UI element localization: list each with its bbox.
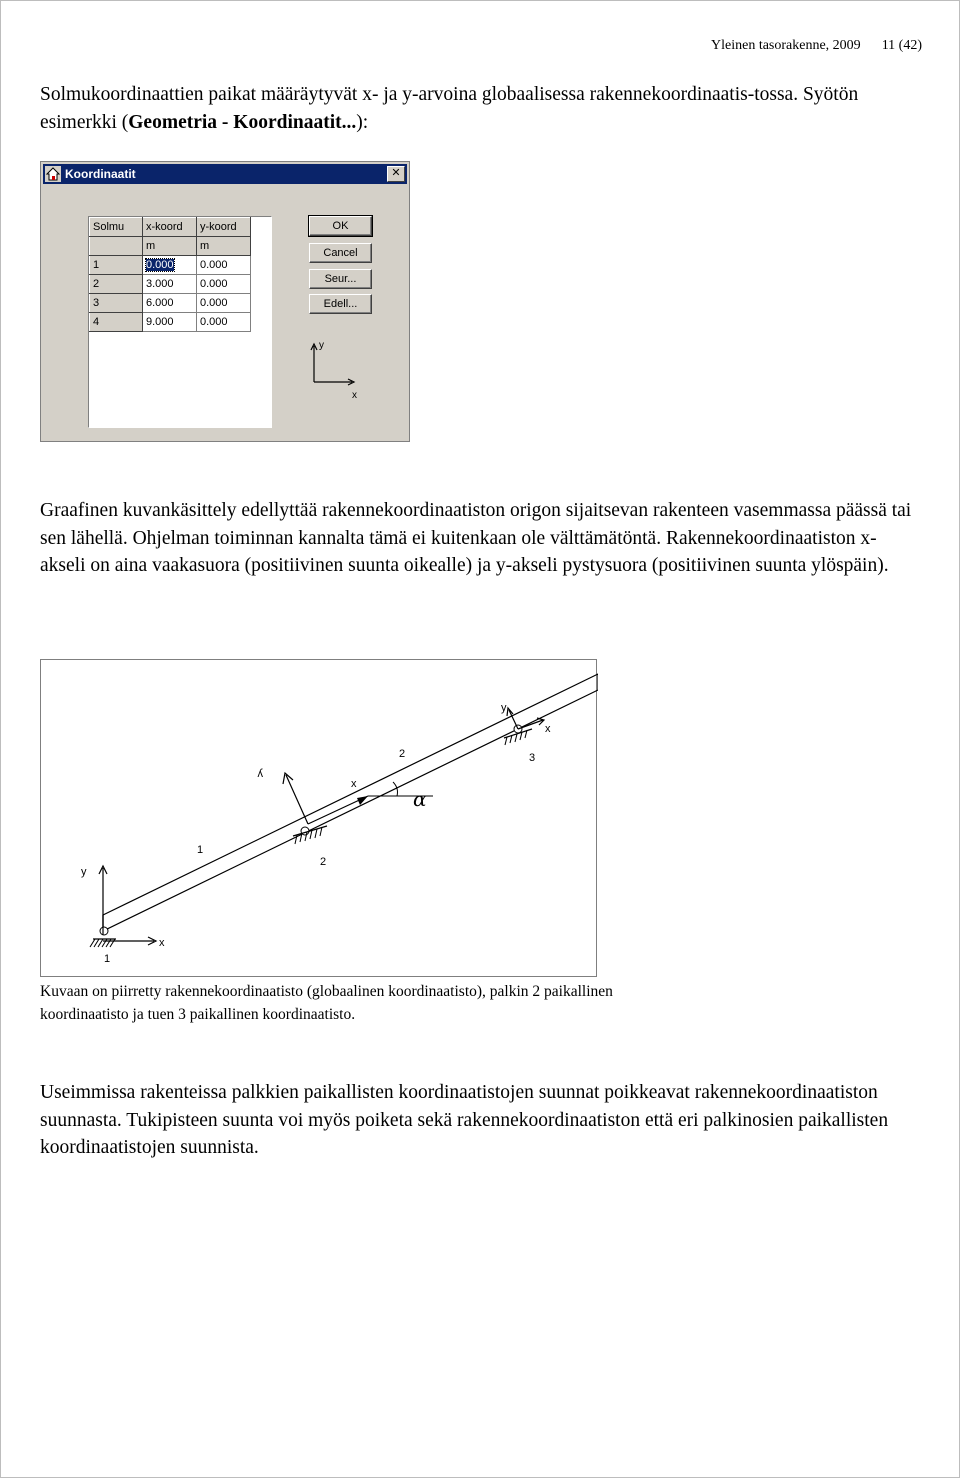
doc-title: Yleinen tasorakenne, 2009 bbox=[711, 38, 861, 53]
y-cell[interactable]: 0.000 bbox=[197, 294, 251, 313]
col-header-y[interactable]: y-koord bbox=[197, 218, 251, 237]
cancel-button[interactable]: Cancel bbox=[309, 243, 372, 263]
node-1-label: 1 bbox=[104, 953, 111, 965]
intro-text: Solmukoordinaattien paikat määräytyvät x- ja y-arvoina globaalisessa rakennekoordinaatis-tossa. Syötön esimerkki ( bbox=[40, 84, 859, 133]
house-icon bbox=[45, 166, 61, 182]
next-button[interactable]: Seur... bbox=[309, 269, 372, 289]
support-local-y-label: y bbox=[501, 702, 507, 714]
y-cell[interactable]: 0.000 bbox=[197, 313, 251, 332]
node-number: 2 bbox=[90, 275, 143, 294]
x-cell[interactable]: 3.000 bbox=[143, 275, 197, 294]
coordinate-grid bbox=[88, 216, 272, 428]
coordinates-dialog bbox=[40, 161, 410, 442]
y-cell[interactable]: 0.000 bbox=[197, 275, 251, 294]
member-1-label: 1 bbox=[197, 844, 204, 856]
global-y-label: y bbox=[81, 866, 87, 878]
menu-path: Geometria - Koordinaatit... bbox=[128, 111, 357, 133]
grid-header-row bbox=[90, 218, 251, 237]
dialog-title: Koordinaatit bbox=[65, 167, 136, 181]
page-header bbox=[711, 38, 922, 54]
support-3-label: 3 bbox=[529, 752, 536, 764]
node-number: 3 bbox=[90, 294, 143, 313]
dialog-titlebar bbox=[43, 164, 407, 184]
member-local-axes bbox=[257, 768, 368, 824]
beam-outline bbox=[103, 674, 598, 931]
page-number: 11 (42) bbox=[881, 38, 922, 53]
support-2 bbox=[293, 826, 327, 844]
table-row bbox=[90, 294, 251, 313]
member-local-x-label: x bbox=[351, 778, 357, 790]
member-local-y-label: y bbox=[257, 768, 263, 780]
grid-units-row bbox=[90, 237, 251, 256]
y-cell[interactable]: 0.000 bbox=[197, 256, 251, 275]
col-header-x[interactable]: x-koord bbox=[143, 218, 197, 237]
node-number: 1 bbox=[90, 256, 143, 275]
global-x-label: x bbox=[159, 937, 165, 949]
x-cell[interactable]: 0.000 bbox=[143, 256, 197, 275]
axis-indicator bbox=[303, 334, 373, 404]
beam-diagram bbox=[41, 660, 598, 978]
previous-button[interactable]: Edell... bbox=[309, 294, 372, 314]
table-row bbox=[90, 275, 251, 294]
alpha-label: α bbox=[413, 787, 427, 811]
support-2-label: 2 bbox=[320, 856, 327, 868]
ok-button[interactable]: OK bbox=[309, 216, 372, 236]
body-paragraph-2: Useimmissa rakenteissa palkkien paikallisten koordinaatistojen suunnat poikkeavat rakennekoordinaatiston suunnasta. Tukipisteen suunta voi myös poiketa sekä rakennekoordinaatiston että eri palkinosien paikallisten koordinaatistojen suunnista. bbox=[40, 1082, 889, 1158]
intro-paragraph bbox=[40, 81, 910, 136]
figure-caption: Kuvaan on piirretty rakennekoordinaatisto (globaalinen koordinaatisto), palkin 2 paikallinen koordinaatisto ja tuen 3 paikallinen koordinaatisto. bbox=[40, 983, 613, 1023]
structure-figure bbox=[40, 659, 597, 977]
unit-cell: m bbox=[143, 237, 197, 256]
member-2-label: 2 bbox=[399, 748, 406, 760]
node-number: 4 bbox=[90, 313, 143, 332]
support-local-axes bbox=[501, 702, 551, 735]
col-header-solmu[interactable]: Solmu bbox=[90, 218, 143, 237]
unit-cell: m bbox=[197, 237, 251, 256]
axis-label-y: y bbox=[319, 340, 324, 351]
body-paragraph-1: Graafinen kuvankäsittely edellyttää rakennekoordinaatiston origon sijaitsevan rakenteen vasemmassa päässä tai sen lähellä. Ohjelman toiminnan kannalta tämä ei kuitenkaan ole välttämätöntä. Rakennekoordinaatiston x-akseli on aina vaakasuora (positiivinen suunta oikealle) ja y-akseli pystysuora (positiivinen suunta ylöspäin). bbox=[40, 500, 912, 576]
close-button[interactable]: ✕ bbox=[387, 166, 405, 182]
unit-cell bbox=[90, 237, 143, 256]
support-local-x-label: x bbox=[545, 723, 551, 735]
x-cell[interactable]: 6.000 bbox=[143, 294, 197, 313]
x-cell[interactable]: 9.000 bbox=[143, 313, 197, 332]
intro-text-end: ): bbox=[356, 111, 369, 133]
table-row bbox=[90, 256, 251, 275]
axis-label-x: x bbox=[352, 390, 357, 401]
table-row bbox=[90, 313, 251, 332]
